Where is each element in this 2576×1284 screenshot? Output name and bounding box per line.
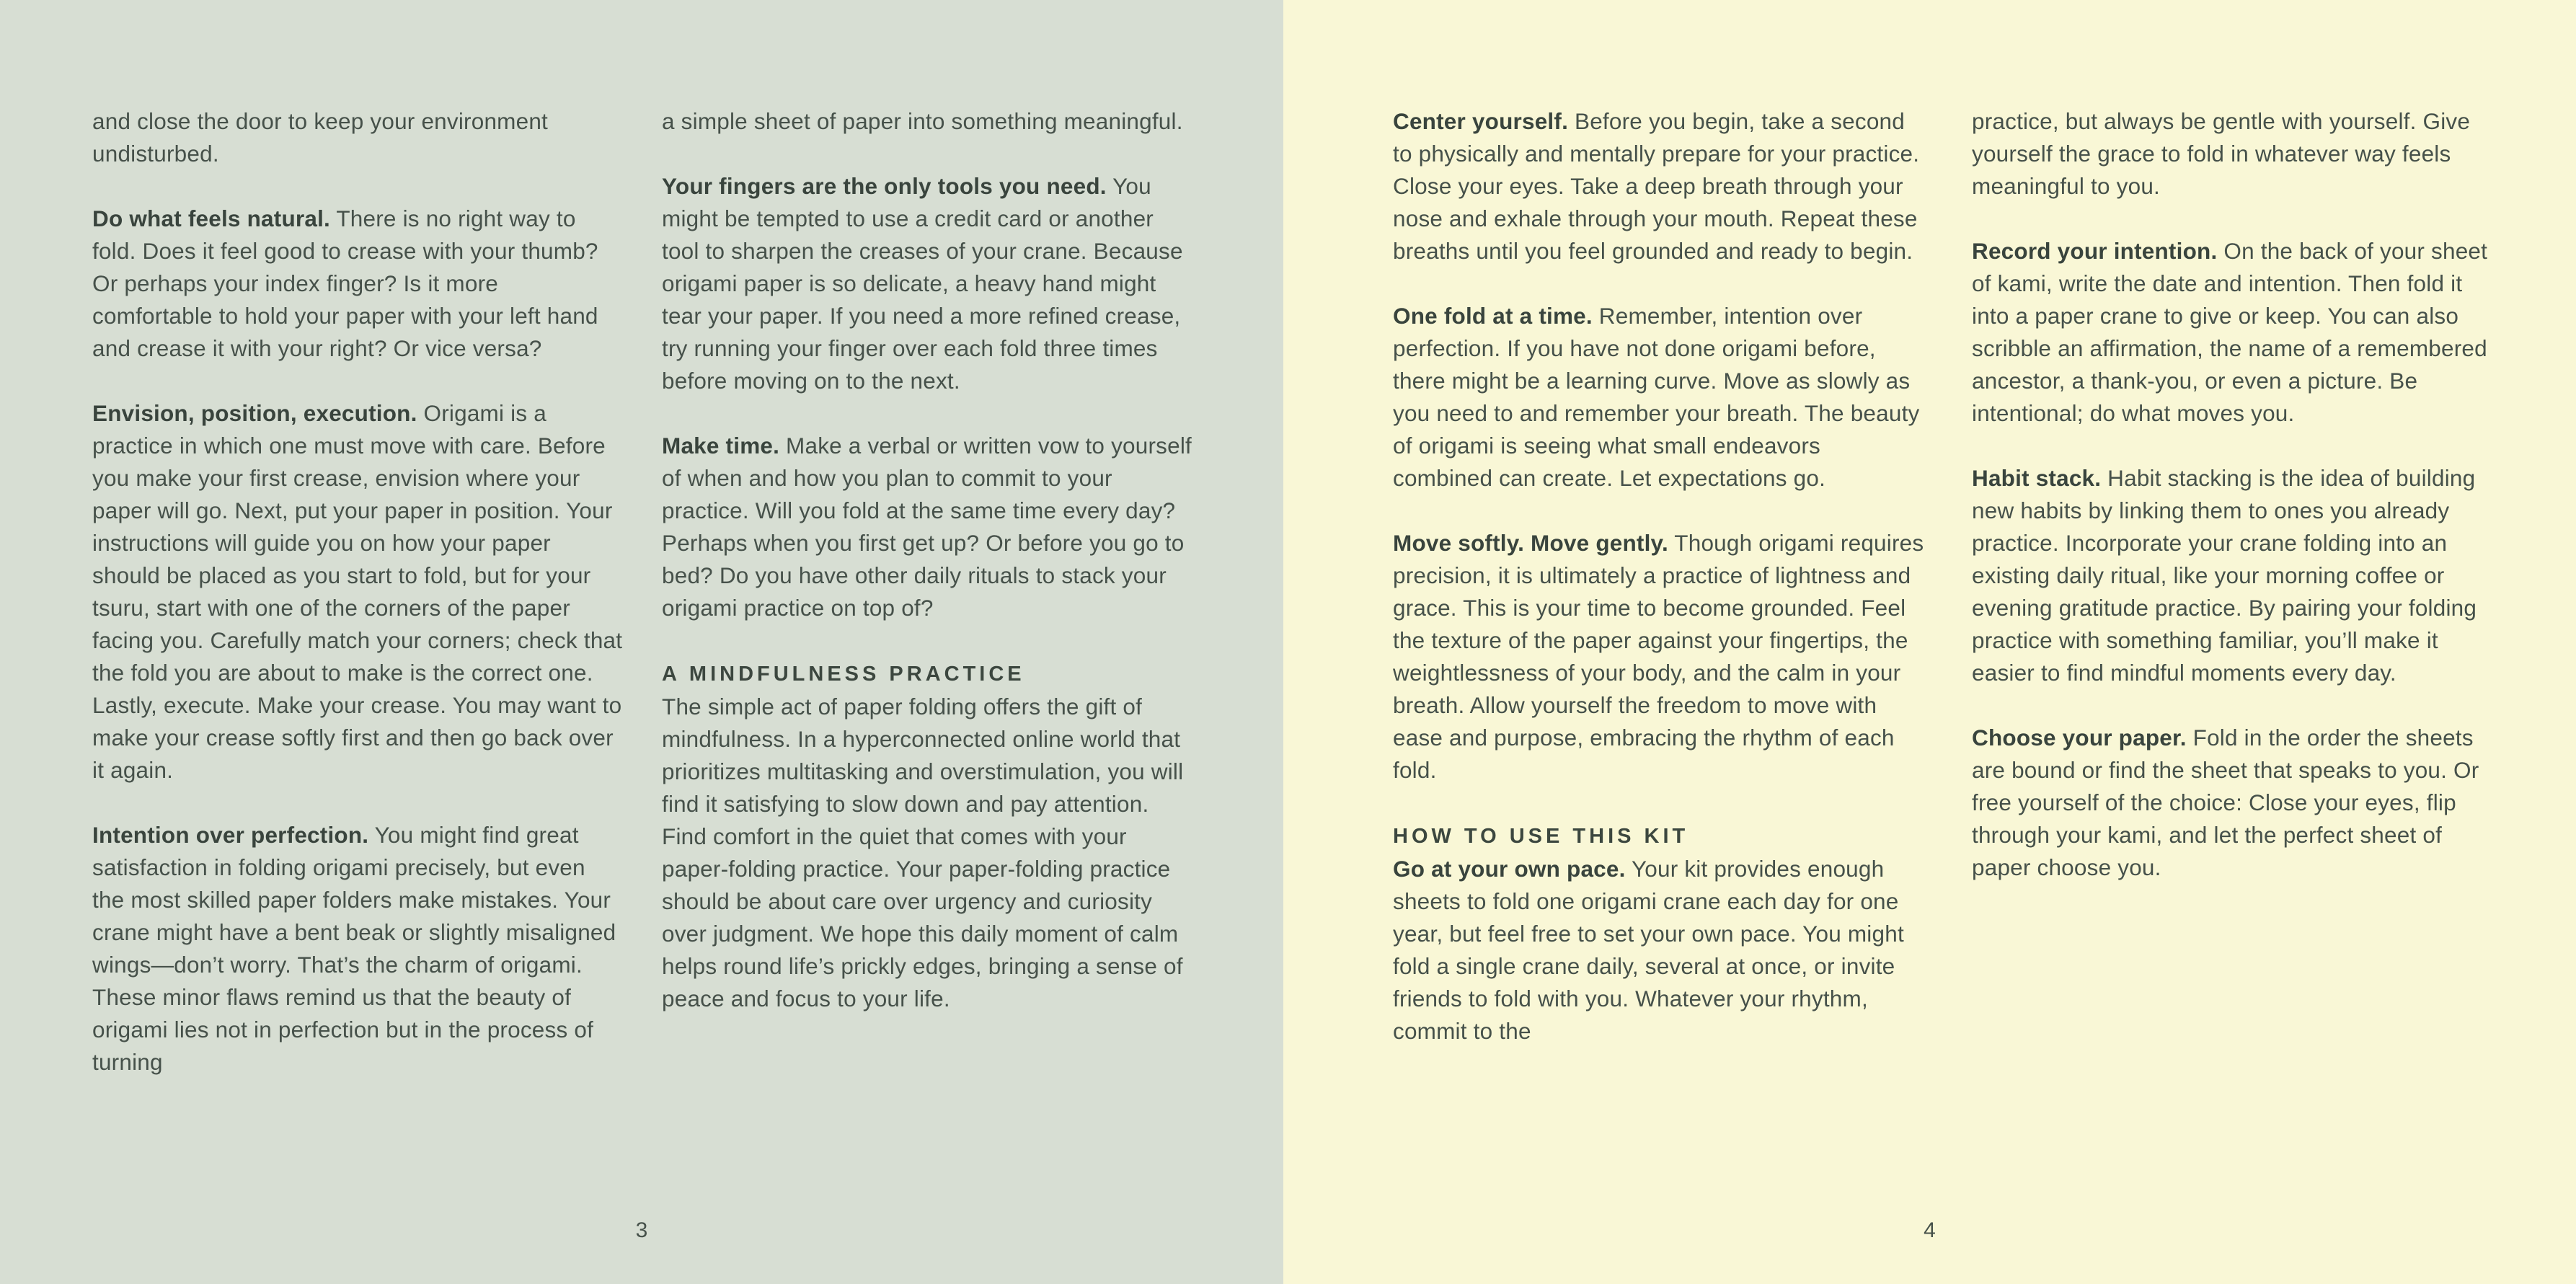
paragraph-lead: Center yourself.: [1393, 108, 1569, 134]
paragraph-lead: Envision, position, execution.: [92, 400, 417, 426]
paragraph: [662, 170, 1193, 397]
paragraph: [1393, 105, 1924, 267]
paragraph-lead: Record your intention.: [1972, 238, 2218, 264]
paragraph: [1393, 527, 1924, 787]
paragraph: [1972, 722, 2503, 884]
paragraph-lead: Intention over perfection.: [92, 822, 369, 848]
paragraph-text: practice, but always be gentle with yourself. Give yourself the grace to fold in whatever way feels meaningful to you.: [1972, 108, 2471, 199]
paragraph-continuation: [1972, 105, 2503, 203]
paragraph-text: Origami is a practice in which one must move with care. Before you make your first crease, envision where your paper will go. Next, put your paper in position. Your instructions will guide you on how your paper should be placed as you start to fold, but for your tsuru, start with one of the corners of the paper facing you. Carefully match your corners; check that the fold you are about to make is the correct one. Lastly, execute. Make your crease. You may want to make your crease softly first and then go back over it again.: [92, 400, 623, 783]
page-number-right: 4: [1924, 1218, 1936, 1242]
book-page-left: [0, 0, 1283, 1284]
paragraph-text: Make a verbal or written vow to yourself of when and how you plan to commit to your practice. Will you fold at the same time every day? Perhaps when you first get up? Or before you go to bed? Do you have other daily rituals to stack your origami practice on top of?: [662, 433, 1192, 621]
paragraph-text: Your kit provides enough sheets to fold one origami crane each day for one year, but feel free to set your own pace. You might fold a single crane daily, several at once, or invite friends to fold with you. Whatever your rhythm, commit to the: [1393, 856, 1904, 1044]
paragraph-lead: One fold at a time.: [1393, 303, 1593, 329]
paragraph-lead: Go at your own pace.: [1393, 856, 1626, 882]
paragraph-text: Habit stacking is the idea of building new habits by linking them to ones you already practice. Incorporate your crane folding into an existing daily ritual, like your morning coffee or evening gratitude practice. By pairing your folding practice with something familiar, you’ll make it easier to find mindful moments every day.: [1972, 465, 2477, 686]
right-page-column-2: [1972, 105, 2503, 884]
left-page-column-1: [92, 105, 624, 1079]
paragraph-text: a simple sheet of paper into something meaningful.: [662, 108, 1183, 134]
section-with-heading: [662, 657, 1193, 1015]
paragraph-continuation: [662, 105, 1193, 138]
section-heading: HOW TO USE THIS KIT: [1393, 825, 1689, 848]
paragraph: [92, 203, 624, 365]
right-page-column-1: [1393, 105, 1924, 1048]
paragraph-text: and close the door to keep your environment undisturbed.: [92, 108, 548, 167]
paragraph-lead: Choose your paper.: [1972, 725, 2187, 751]
paragraph-text: Remember, intention over perfection. If you have not done origami before, there might be a learning curve. Move as slowly as you need to and remember your breath. The beauty of origami is seeing what small endeavors combined can create. Let expectations go.: [1393, 303, 1920, 491]
paragraph-text: There is no right way to fold. Does it feel good to crease with your thumb? Or perhaps your index finger? Is it more comfortable to hold your paper with your left hand and crease it with your right? Or vice versa?: [92, 205, 598, 361]
paragraph-text: Before you begin, take a second to physically and mentally prepare for your practice. Close your eyes. Take a deep breath through your nose and exhale through your mouth. Repeat these breaths until you feel grounded and ready to begin.: [1393, 108, 1920, 264]
paragraph-lead: Your fingers are the only tools you need.: [662, 173, 1107, 199]
paragraph-text: Fold in the order the sheets are bound or find the sheet that speaks to you. Or free yourself of the choice: Close your eyes, flip through your kami, and let the perfect sheet of paper choose you.: [1972, 725, 2479, 880]
page-number-left: 3: [635, 1218, 648, 1242]
paragraph-continuation: [92, 105, 624, 170]
paragraph-text: You might be tempted to use a credit card or another tool to sharpen the creases of your crane. Because origami paper is so delicate, a heavy hand might tear your paper. If you need a more refined crease, try running your finger over each fold three times before moving on to the next.: [662, 173, 1183, 394]
left-page-column-2: [662, 105, 1193, 1015]
paragraph: [1393, 300, 1924, 495]
paragraph-lead: Make time.: [662, 433, 780, 459]
paragraph-lead: Do what feels natural.: [92, 205, 330, 231]
section-heading: A MINDFULNESS PRACTICE: [662, 663, 1025, 686]
paragraph-lead: Habit stack.: [1972, 465, 2102, 491]
paragraph: [92, 819, 624, 1079]
paragraph: [92, 397, 624, 787]
paragraph-text: Though origami requires precision, it is ultimately a practice of lightness and grace. This is your time to become grounded. Feel the texture of the paper against your fingertips, the weightlessness of your body, and the calm in your breath. Allow yourself the freedom to move with ease and purpose, embracing the rhythm of each fold.: [1393, 530, 1924, 783]
section-with-heading: [1393, 819, 1924, 1048]
paragraph-text: On the back of your sheet of kami, write the date and intention. Then fold it into a paper crane to give or keep. You can also scribble an affirmation, the name of a remembered ancestor, a thank-you, or even a picture. Be intentional; do what moves you.: [1972, 238, 2488, 426]
paragraph-text: The simple act of paper folding offers the gift of mindfulness. In a hyperconnected online world that prioritizes multitasking and overstimulation, you will find it satisfying to slow down and pay attention. Find comfort in the quiet that comes with your paper-folding practice. Your paper-folding practice should be about care over urgency and curiosity over judgment. We hope this daily moment of calm helps round life’s prickly edges, bringing a sense of peace and focus to your life.: [662, 694, 1184, 1011]
paragraph-text: You might find great satisfaction in folding origami precisely, but even the most skilled paper folders make mistakes. Your crane might have a bent beak or slightly misaligned wings—don’t worry. That’s the charm of origami. These minor flaws remind us that the beauty of origami lies not in perfection but in the process of turning: [92, 822, 616, 1075]
paragraph: [1972, 235, 2503, 430]
paragraph: [1972, 462, 2503, 689]
paragraph-lead: Move softly. Move gently.: [1393, 530, 1668, 556]
book-page-right: [1283, 0, 2576, 1284]
paragraph: [662, 430, 1193, 624]
